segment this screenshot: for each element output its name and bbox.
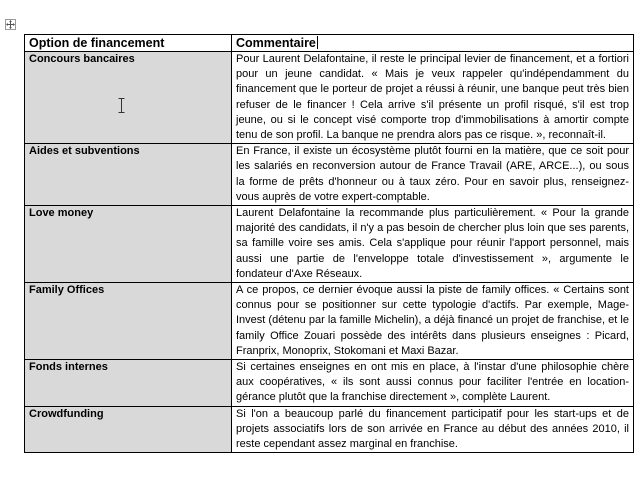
table-header-row [25,35,634,52]
option-cell[interactable]: Concours bancaires [25,52,232,144]
option-cell[interactable]: Family Offices [25,283,232,360]
option-cell[interactable]: Love money [25,206,232,283]
comment-cell[interactable]: Si certaines enseignes en ont mis en place, à l'instar d'une philosophie chère aux coopératives, « ils sont aussi connus pour faciliter l'entrée en location-gérance plutôt que la franchise directement », complète Laurent. [232,360,634,407]
financing-table[interactable] [24,34,634,453]
comment-cell[interactable]: Pour Laurent Delafontaine, il reste le principal levier de financement, et a fortiori pour un jeune candidat. « Mais je veux rappeler qu'indépendamment du financement que le porteur de projet a réussi à réunir, une banque peut très bien refuser de le financer ! Cela arrive s'il présente un profil risqué, s'il est trop jeune, ou si le concept visé comporte trop d'immobilisations à amortir compte tenu de son profil. La banque ne prendra alors pas ce risque. », reconnaît-il. [232,52,634,144]
comment-cell[interactable]: En France, il existe un écosystème plutôt fourni en la matière, que ce soit pour les salariés en reconversion autour de France Travail (ARE, ARCE...), ou sous la forme de prêts d'honneur ou à taux zéro. Pour en savoir plus, renseignez-vous auprès de votre expert-comptable. [232,144,634,206]
table-row [25,52,634,144]
header-comment[interactable]: Commentaire [232,35,634,52]
table-move-handle-icon[interactable] [5,19,16,30]
table-row [25,144,634,206]
comment-cell[interactable]: A ce propos, ce dernier évoque aussi la piste de family offices. « Certains sont connus pour se positionner sur cette typologie d'actifs. Par exemple, Mage-Invest (détenu par la famille Michelin), a déjà financé un projet de franchise, et le family Office Zouari possède des intérêts dans plusieurs enseignes : Picard, Franprix, Monoprix, Stokomani et Maxi Bazar. [232,283,634,360]
header-option[interactable]: Option de financement [25,35,232,52]
option-cell[interactable]: Aides et subventions [25,144,232,206]
table-row [25,360,634,407]
comment-cell[interactable]: Si l'on a beaucoup parlé du financement participatif pour les start-ups et de projets associatifs lors de son arrivée en France au début des années 2010, il reste cependant assez marginal en franchise. [232,406,634,453]
table-row [25,406,634,453]
option-cell[interactable]: Crowdfunding [25,406,232,453]
text-cursor [317,36,318,49]
table-row [25,206,634,283]
option-cell[interactable]: Fonds internes [25,360,232,407]
table-row [25,283,634,360]
comment-cell[interactable]: Laurent Delafontaine la recommande plus particulièrement. « Pour la grande majorité des candidats, il n'y a pas besoin de chercher plus loin que ses parents, sa famille voire ses amis. Cela s'applique pour réunir l'apport personnel, mais aussi une partie de l'enveloppe totale d'investissement », argumente le fondateur d'Axe Réseaux. [232,206,634,283]
mouse-ibeam-cursor-icon [117,98,126,113]
